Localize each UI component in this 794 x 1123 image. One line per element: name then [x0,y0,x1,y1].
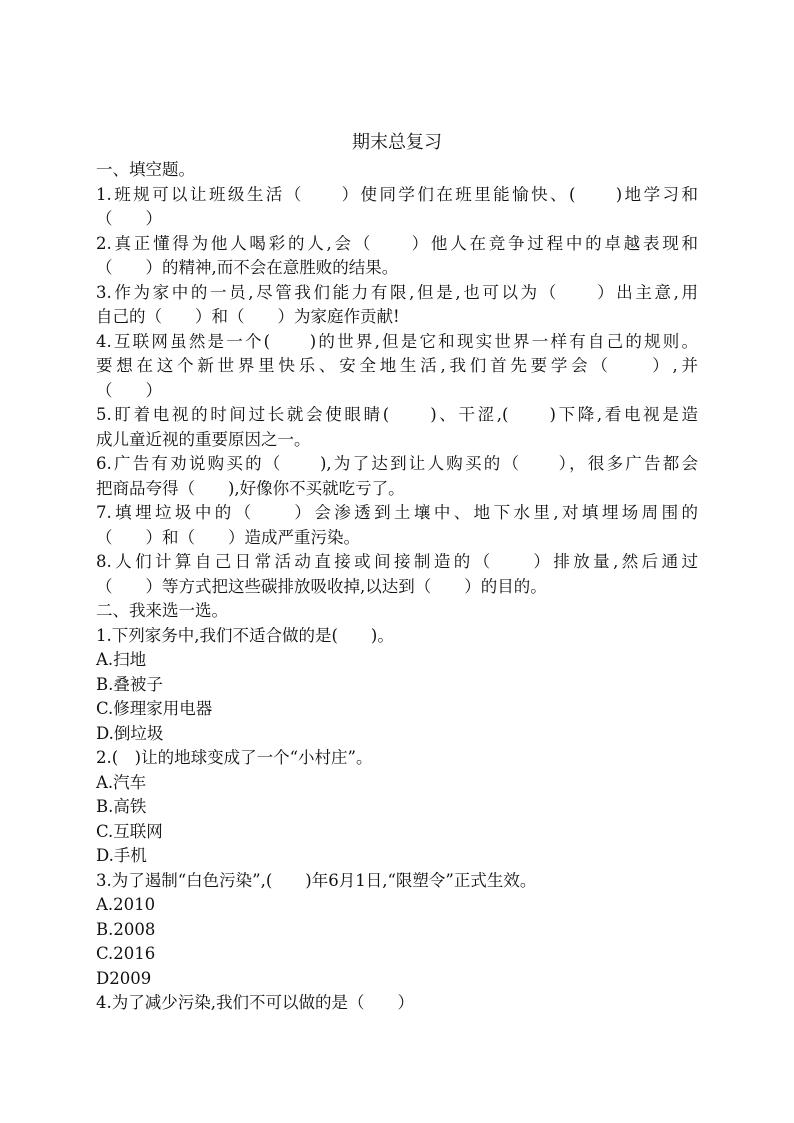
question-line: （ ）和（ ）造成严重污染。 [96,527,360,547]
question-line: （ ） [96,380,162,400]
option-line: C.修理家用电器 [96,699,213,718]
option-line: D2009 [96,968,152,988]
question-line: 3.作为家中的一员,尽管我们能力有限,但是,也可以为（ ）出主意,用 [96,282,698,302]
question-line: 1.班规可以让班级生活（ ）使同学们在班里能愉快、( )地学习和 [96,184,698,204]
option-line: B.高铁 [96,797,147,816]
question-line: 5.盯着电视的时间过长就会使眼睛( )、干涩,( )下降,看电视是造 [96,405,698,424]
question-line: 自己的（ ）和（ ）为家庭作贡献! [96,307,400,326]
option-line: B.叠被子 [96,674,163,694]
question-line: 1.下列家务中,我们不适合做的是( )。 [96,625,394,645]
option-line: A.汽车 [96,772,147,792]
option-line: A.2010 [96,895,156,914]
question-line: （ ）的精神,而不会在意胜败的结果。 [96,258,399,277]
section-heading-fill-blank: 一、填空题。 [96,160,195,179]
question-line: 3.为了遏制“白色污染”,( )年6月1日,“限塑令”正式生效。 [96,870,537,890]
option-line: D.倒垃圾 [96,723,164,743]
option-line: C.2016 [96,944,156,963]
option-line: D.手机 [96,846,147,865]
question-line: 成儿童近视的重要原因之一。 [96,429,311,449]
question-line: （ ）等方式把这些碳排放吸收掉,以达到（ ）的目的。 [96,576,547,596]
question-line: （ ） [96,209,162,228]
section-heading-choice: 二、我来选一选。 [96,601,228,620]
page-title: 期末总复习 [352,132,442,153]
question-line: 4.互联网虽然是一个( )的世界,但是它和现实世界一样有自己的规则。 [96,331,698,351]
question-line: 4.为了减少污染,我们不可以做的是（ ） [96,993,414,1012]
option-line: C.互联网 [96,821,163,841]
option-line: B.2008 [96,919,156,939]
question-line: 8.人们计算自己日常活动直接或间接制造的（ ）排放量,然后通过 [96,552,698,571]
question-line: 2.( )让的地球变成了一个“小村庄”。 [96,748,373,767]
option-line: A.扫地 [96,650,147,669]
question-line: 把商品夸得（ ),好像你不买就吃亏了。 [96,478,405,498]
question-line: 6.广告有劝说购买的（ ),为了达到让人购买的（ ），很多广告都会 [96,454,698,473]
question-line: 要想在这个新世界里快乐、安全地生活,我们首先要学会（ ）,并 [96,356,698,375]
document-page [96,128,698,1016]
question-line: 2.真正懂得为他人喝彩的人,会（ ）他人在竞争过程中的卓越表现和 [96,233,698,253]
question-line: 7.填埋垃圾中的（ ）会渗透到土壤中、地下水里,对填埋场周围的 [96,503,698,522]
